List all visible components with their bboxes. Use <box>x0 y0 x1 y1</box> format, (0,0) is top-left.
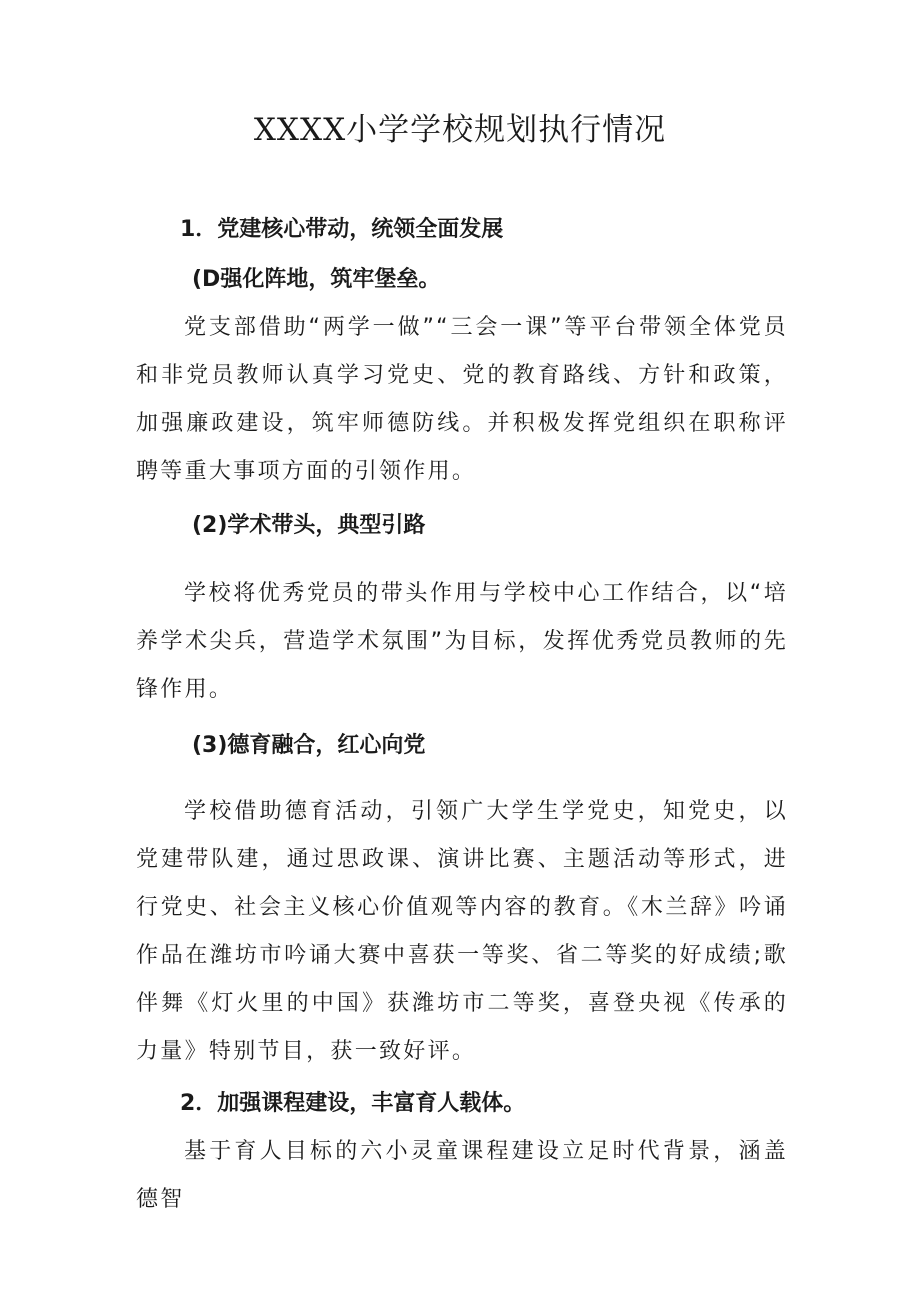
subsection-2-paragraph: 学校将优秀党员的带头作用与学校中心工作结合，以“培养学术尖兵，营造学术氛围”为目标，发挥优秀党员教师的先锋作用。 <box>136 581 788 702</box>
section-1-heading: 1．党建核心带动，统领全面发展 <box>180 217 504 242</box>
section-2-heading: 2．加强课程建设，丰富育人载体。 <box>180 1091 526 1116</box>
subsection-3-paragraph: 学校借助德育活动，引领广大学生学党史，知党史，以党建带队建，通过思政课、演讲比赛、主题活动等形式，进行党史、社会主义核心价值观等内容的教育。《木兰辞》吟诵作品在潍坊市吟诵大赛中喜获一等奖、省二等奖的好成绩;歌伴舞《灯火里的中国》获潍坊市二等奖，喜登央视《传承的力量》特别节目，获一致好评。 <box>136 799 788 1064</box>
subsection-3-heading: (3)德育融合，红心向党 <box>192 733 426 758</box>
section-2-paragraph: 基于育人目标的六小灵童课程建设立足时代背景，涵盖德智 <box>136 1139 788 1212</box>
document-title: XXXX小学学校规划执行情况 <box>253 112 667 148</box>
subsection-1-heading: (D强化阵地，筑牢堡垒。 <box>192 267 441 292</box>
subsection-1-paragraph: 党支部借助“两学一做”“三会一课”等平台带领全体党员和非党员教师认真学习党史、党的教育路线、方针和政策，加强廉政建设，筑牢师德防线。并积极发挥党组织在职称评聘等重大事项方面的引领作用。 <box>136 315 788 484</box>
subsection-2-heading: (2)学术带头，典型引路 <box>192 513 426 538</box>
